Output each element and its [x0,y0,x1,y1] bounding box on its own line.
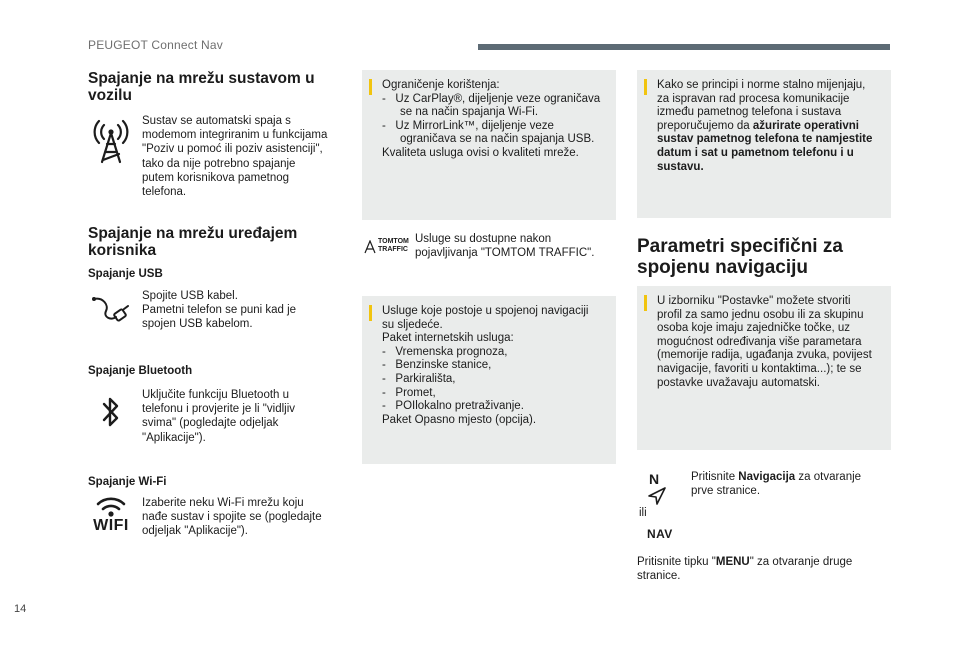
text-line: Usluge su dostupne nakon [415,233,552,245]
wifi-heading: Spajanje Wi-Fi [88,476,167,488]
section-heading-connected-navigation [637,236,843,278]
wifi-text [142,496,342,539]
list-item: - Promet, [382,386,436,399]
navigation-text [691,470,891,498]
text-line: Ograničenje korištenja: [382,79,500,91]
usb-text [142,289,342,332]
bold-line: sustav pametnog telefona te namjestite [657,133,873,146]
text-fragment: " za otvaranje druge [749,556,853,568]
bold-fragment: ažurirate operativni [752,119,859,132]
bluetooth-heading: Spajanje Bluetooth [88,365,193,377]
text-line: su sljedeće. [382,318,443,331]
nav-button-label: NAV [647,527,673,541]
list-item: - Parkirališta, [382,372,456,385]
info-box-update-recommendation [637,70,891,218]
tomtom-row [362,232,616,272]
text-line: između pametnog telefona i sustava [657,106,842,119]
text-line: Kvaliteta usluga ovisi o kvaliteti mreže. [382,146,579,159]
wifi-icon [88,496,134,535]
heading-line: Spajanje na mrežu sustavom u [88,70,315,87]
menu-instruction [637,555,891,583]
bluetooth-text [142,388,342,445]
info-box-profiles [637,286,891,450]
text-line: tako da nije potrebno spajanje [142,157,296,170]
text-fragment: za otvaranje [795,471,862,483]
text-fragment: preporučujemo da [657,119,753,132]
system-connection-row [88,114,348,210]
text-fragment: Pritisnite tipku " [637,556,716,568]
text-line: Paket internetskih usluga: [382,332,514,345]
text-line: osoba koje imaju zajedničke točke, uz [657,322,851,335]
text-line [691,470,891,484]
text-line: telefona. [142,186,187,199]
info-box-services [362,296,616,464]
text-line: putem korisnikova pametnog [142,171,290,184]
section-heading-user-device [88,225,297,259]
info-box-usage-limits [362,70,616,220]
tomtom-text [415,232,615,260]
bold-line: sustavu. [657,160,704,173]
text-line: nađe sustav i spojite se (pogledajte [142,511,322,524]
text-line: modemom integriranim u funkcijama [142,129,328,142]
usb-row [88,289,348,339]
text-line [637,555,891,569]
text-line: Izaberite neku Wi-Fi mrežu koju [142,497,304,509]
nav-icon-letter: N [649,471,660,487]
list-item: - Uz CarPlay®, dijeljenje veze ograničava se na način spajanja Wi-Fi. [382,92,601,119]
bold-line: datum i sat u pametnom telefonu i u [657,146,854,159]
heading-line: spojenu navigaciju [637,257,809,278]
text-line: Sustav se automatski spaja s [142,115,291,127]
list-item: - POIlokalno pretraživanje. [382,400,524,413]
text-line: svima" (pogledajte odjeljak [142,417,279,430]
tomtom-logo-text [378,238,409,253]
text-line: (memorije radija, ugađanja zvuka, povijest [657,349,872,362]
text-line [657,120,883,134]
text-line: stranice. [637,570,681,583]
text-line: Spojite USB kabel. [142,290,238,302]
text-line: U izborniku "Postavke" možete stvoriti [657,295,851,307]
text-line: spojen USB kabelom. [142,318,253,331]
section-heading-vehicle-network [88,70,315,104]
bluetooth-icon [88,394,134,430]
text-line: profil za samo jednu osobu ili za skupinu [657,308,864,321]
bluetooth-row [88,388,348,448]
text-line: navigacije, favoriti u kontaktima...); te se [657,362,862,375]
text-line: prve stranice. [691,485,761,498]
text-fragment: Pritisnite [691,471,739,483]
text-line: Paket Opasno mjesto (opcija). [382,413,537,426]
text-line: Kako se principi i norme stalno mijenjaju, [657,79,866,91]
header-bar [478,44,890,50]
text-line: Usluge koje postoje u spojenoj navigaciji [382,305,589,317]
wifi-label: WIFI [93,517,129,534]
usb-cable-icon [88,295,134,329]
or-label: ili [639,507,647,519]
bold-fragment: Navigacija [738,471,796,483]
system-connection-text [142,114,342,199]
logo-line: TOMTOM [378,238,409,245]
heading-line: Spajanje na mrežu uređajem [88,225,298,242]
text-line: "Aplikacije"). [142,431,206,444]
page-number: 14 [14,603,27,615]
text-line: pojavljivanja "TOMTOM TRAFFIC". [415,247,595,260]
text-line: Uključite funkciju Bluetooth u [142,389,290,401]
heading-line: korisnika [88,242,157,259]
text-line: odjeljak "Aplikacije"). [142,525,248,538]
list-item: - Uz MirrorLink™, dijeljenje veze ograničava se na način spajanja USB. [382,119,595,146]
navigation-buttons-row [637,470,891,550]
wifi-row [88,496,348,552]
list-item: - Vremenska prognoza, [382,345,508,358]
text-line: telefonu i provjerite je li "vidljiv [142,403,296,416]
nav-arrow-icon [647,486,667,506]
text-line: postavke uvažavaju automatski. [657,376,821,389]
text-line: "Poziv u pomoć ili poziv asistenciji", [142,143,323,156]
tomtom-traffic-icon [364,240,376,254]
header-title: PEUGEOT Connect Nav [88,38,223,52]
text-line: za ispravan rad procesa komunikacije [657,92,850,105]
list-item: - Benzinske stanice, [382,359,492,372]
bold-fragment: MENU [715,556,750,568]
usb-heading: Spajanje USB [88,268,163,280]
antenna-tower-icon [88,116,134,164]
text-line: mogućnost određivanja više parametara [657,335,862,348]
heading-line: vozilu [88,87,132,104]
text-line: Pametni telefon se puni kad je [142,304,297,317]
logo-line: TRAFFIC [378,245,408,253]
navigation-arrow-icon [643,470,683,506]
heading-line: Parametri specifični za [637,236,843,257]
